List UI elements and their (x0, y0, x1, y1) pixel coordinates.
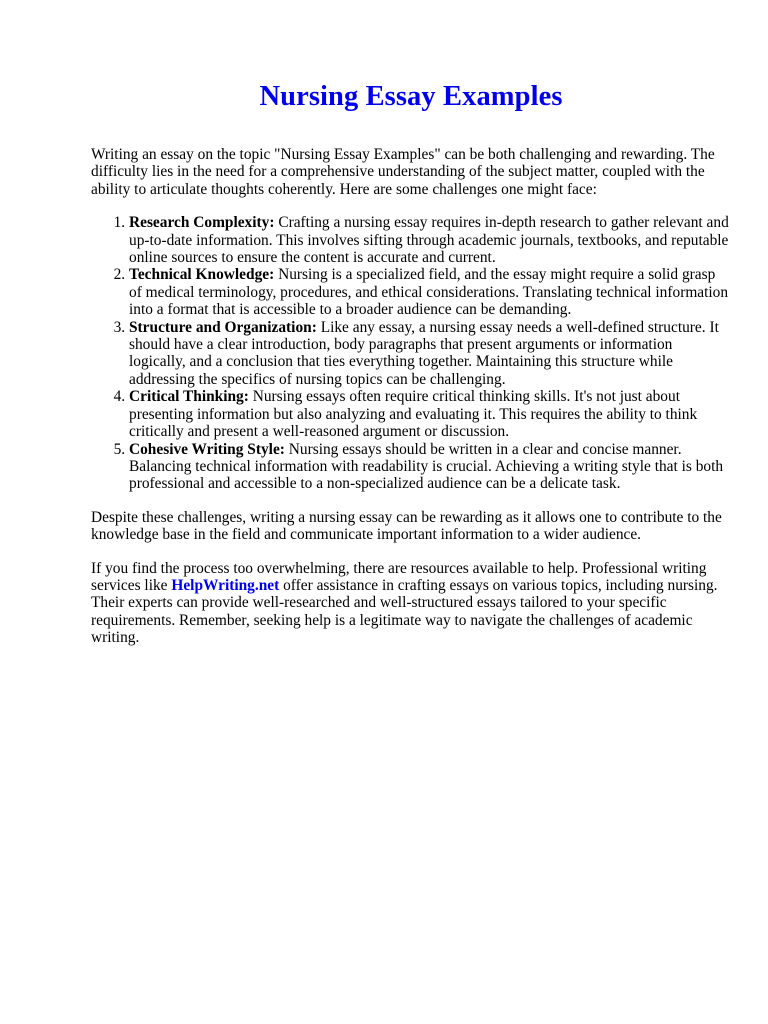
help-paragraph (91, 560, 731, 647)
challenges-list (91, 214, 731, 493)
list-item (129, 214, 731, 266)
list-item-term: Structure and Organization: (129, 318, 317, 336)
list-item (129, 319, 731, 389)
document-body (91, 146, 731, 663)
list-item-term: Cohesive Writing Style: (129, 440, 285, 458)
list-item-text: Nursing is a specialized field, and the essay might require a solid grasp of medical terminology, procedures, and ethical considerations. Translating technical information into a format that is accessible to a broader audience can be demanding. (129, 266, 729, 319)
list-item (129, 388, 731, 440)
list-item-term: Critical Thinking: (129, 388, 249, 406)
list-item-text: Nursing essays often require critical thinking skills. It's not just about presenting information but also analyzing and evaluating it. This requires the ability to think critically and present a well-reasoned argument or discussion. (129, 388, 698, 441)
list-item (129, 441, 731, 493)
conclusion-paragraph: Despite these challenges, writing a nursing essay can be rewarding as it allows one to contribute to the knowledge base in the field and communicate important information to a wider audience. (91, 508, 722, 544)
list-item-term: Technical Knowledge: (129, 266, 275, 284)
page-title: Nursing Essay Examples (259, 81, 563, 112)
list-item-text: Like any essay, a nursing essay needs a well-defined structure. It should have a clear introduction, body paragraphs that present arguments or information logically, and a conclusion that ties everything together. Maintaining this structure while addressing the specifics of nursing topics can be challenging. (129, 318, 719, 388)
list-item-text: Nursing essays should be written in a clear and concise manner. Balancing technical information with readability is crucial. Achieving a writing style that is both professional and accessible to a non-specialized audience can be a delicate task. (129, 440, 724, 493)
help-text-after-link: offer assistance in crafting essays on various topics, including nursing. Their experts can provide well-researched and well-structured essays tailored to your specific requirements. Remember, seeking help is a legitimate way to navigate the challenges of academic writing. (91, 576, 718, 647)
helpwriting-link[interactable]: HelpWriting.net (171, 576, 280, 594)
intro-paragraph: Writing an essay on the topic "Nursing Essay Examples" can be both challenging and rewarding. The difficulty lies in the need for a comprehensive understanding of the subject matter, coupled with the ability to articulate thoughts coherently. Here are some challenges one might face: (91, 146, 715, 198)
help-text-before-link: If you find the process too overwhelming, there are resources available to help. Professional writing services like (91, 559, 707, 594)
list-item (129, 266, 731, 318)
list-item-term: Research Complexity: (129, 214, 275, 232)
list-item-text: Crafting a nursing essay requires in-depth research to gather relevant and up-to-date information. This involves sifting through academic journals, textbooks, and reputable online sources to ensure the content is accurate and current. (129, 214, 729, 267)
